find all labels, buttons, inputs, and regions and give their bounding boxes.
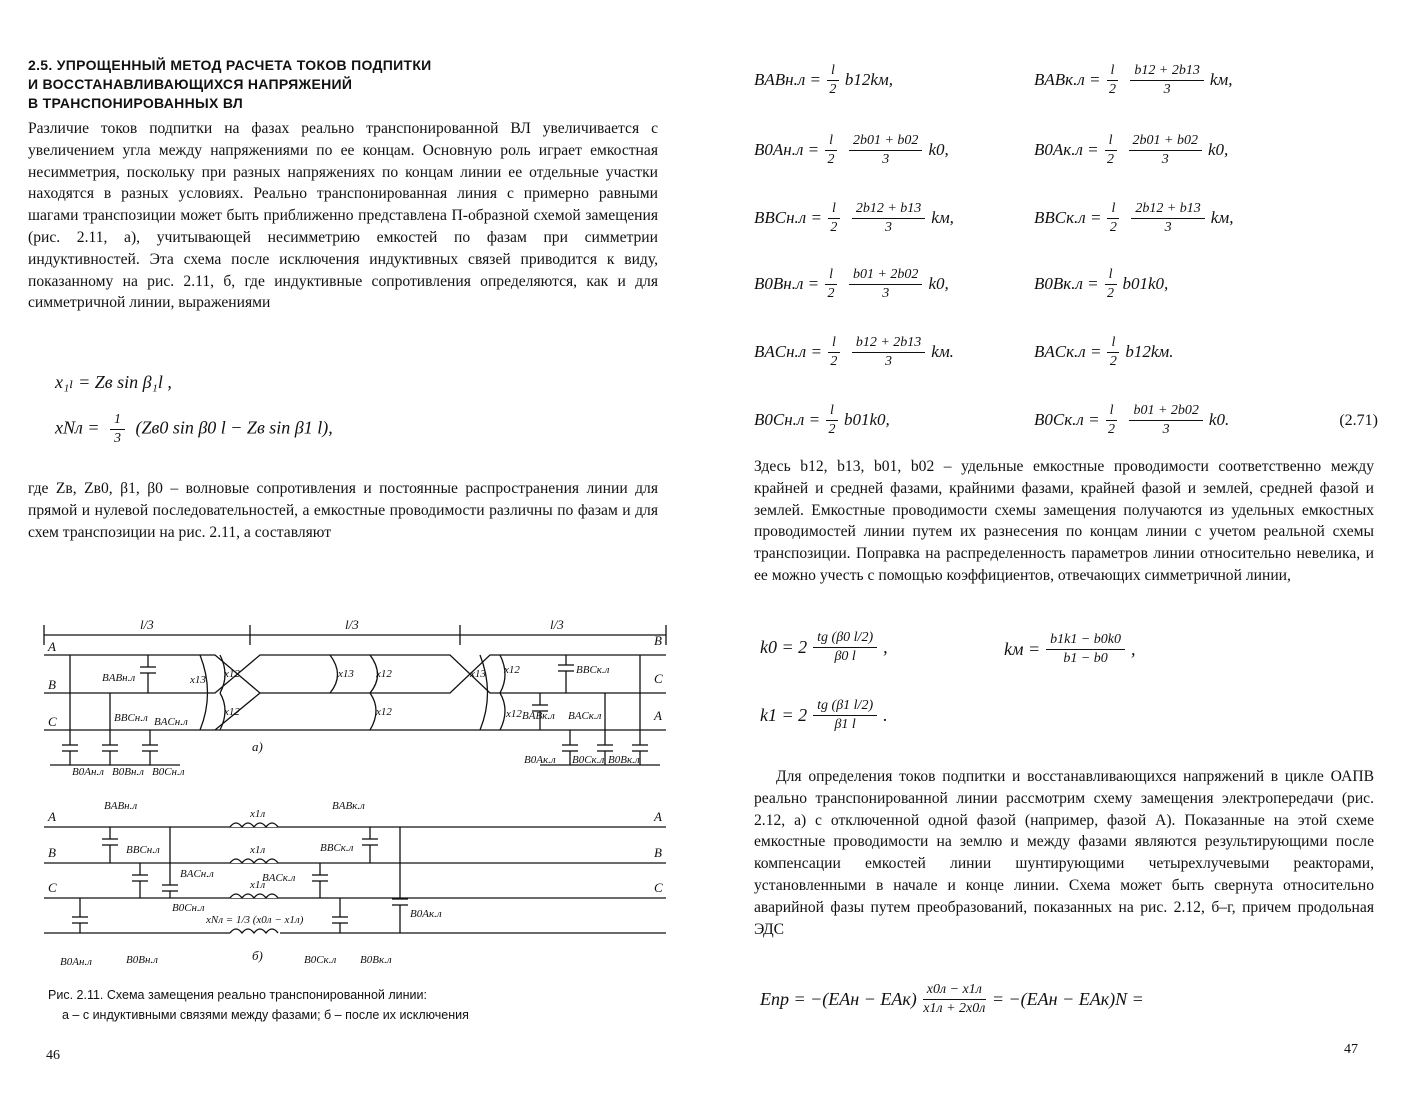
fraction — [813, 630, 877, 665]
eq-part-start — [754, 392, 890, 448]
fraction-den: β1 l — [834, 717, 856, 732]
formula-x1l: x₁ₗ = Zв sin β₁l , — [55, 372, 172, 392]
cap-label: B0Aк.л — [410, 908, 442, 920]
eq-rhs: b12kм, — [844, 70, 894, 89]
eq-lhs: BABн.л = — [754, 70, 821, 89]
eq-lhs: B0Aн.л = — [754, 140, 820, 159]
fraction-num: b1k1 − b0k0 — [1046, 632, 1125, 650]
fraction-den: 3 — [1163, 81, 1171, 97]
cap-label: BACн.л — [154, 716, 188, 728]
cap-label: B0Cк.л — [304, 954, 337, 966]
fraction-num: b01 + 2b02 — [849, 267, 922, 285]
x13-label: x13 — [190, 674, 206, 686]
cap-label: BACн.л — [180, 868, 214, 880]
eq-rhs: kм, — [1210, 208, 1234, 227]
eq-rhs: k0. — [1208, 410, 1230, 429]
eq-lhs: B0Bк.л = — [1034, 274, 1099, 293]
page-number: 46 — [46, 1048, 60, 1063]
cap-label: BBCк.л — [320, 842, 354, 854]
section-heading — [28, 56, 668, 113]
definitions-paragraph: где Zв, Zв0, β1, β0 – волновые сопротивления и постоянные распространения линии для прямой и нулевой последовательностей, а емкостные проводимости различны по фазам и для схем транспозиции на рис. 2.11, а составляют — [28, 480, 658, 541]
fraction-den: 3 — [882, 285, 890, 301]
figure-2-11 — [30, 605, 680, 975]
cap-label: BABн.л — [104, 800, 138, 812]
eq-rhs: b01k0, — [843, 410, 890, 429]
fraction-num: 2b01 + b02 — [1129, 133, 1202, 151]
fraction-den: 3 — [1161, 151, 1169, 167]
eq-part-end — [1034, 324, 1174, 380]
eq-part-start — [754, 256, 949, 312]
k1-lhs: k1 = 2 — [760, 705, 808, 725]
fraction-den: 2 — [830, 353, 838, 369]
x12-label: x12 — [376, 668, 392, 680]
fraction-num: l — [826, 403, 838, 421]
fraction — [1129, 133, 1202, 168]
formula-xnl-rhs: (Zв0 sin β0 l − Zв sin β1 l), — [135, 417, 333, 438]
fraction-num: b12 + 2b13 — [852, 335, 925, 353]
eq-rhs: k0, — [928, 140, 949, 159]
cap-label: B0Cн.л — [152, 766, 185, 778]
eq-part-end — [1034, 190, 1233, 246]
cap-label: BACк.л — [262, 872, 296, 884]
fraction-den: 2 — [1109, 219, 1117, 235]
equation-row — [754, 324, 1394, 380]
x1l-label: x1л — [250, 879, 266, 891]
fraction-den: 2 — [827, 285, 835, 301]
subfig-label: а) — [252, 739, 263, 754]
eq-rhs: kм, — [931, 208, 954, 227]
cap-label: BACк.л — [568, 710, 602, 722]
formula-k1: k1 = 2 $\frac{tg (\beta 1 l/2)}{\beta 1 l}$ . — [760, 698, 888, 732]
fraction-den: 2 — [1107, 285, 1115, 301]
fraction-den: 3 — [114, 431, 121, 446]
method-paragraph: Для определения токов подпитки и восстанавливающихся напряжений в цикле ОАПВ реально транспонированной линии рассмотрим схему замещения электропередачи (рис. 2.12, а) с отключенной одной фазой (например, фазой A). Показанные на этой схеме емкостные проводимости на землю и между фазами являются результирующими после компенсации емкостей линии шунтирующими четырехлучевыми реакторами, установленными в начале и конце линии. Схема может быть свернута относительно аварийной фазы путем преобразований, показанных на рис. 2.12, б–г, причем продольная ЭДС — [754, 768, 1374, 938]
right-page — [714, 0, 1428, 1112]
formula-k0: k0 = 2 $\frac{tg (\beta 0 l/2)}{\beta 0 l}$ , — [760, 630, 888, 664]
x13-label: x13 — [338, 668, 354, 680]
seg-label: l/3 — [345, 617, 359, 632]
fraction-den: 2 — [1108, 421, 1115, 437]
fraction — [826, 403, 838, 438]
eq-lhs: B0Aк.л = — [1034, 140, 1099, 159]
eq-part-end — [1034, 122, 1228, 178]
x12-label: x12 — [506, 708, 522, 720]
equation-number: (2.71) — [1339, 412, 1378, 429]
page-number: 47 — [1344, 1042, 1358, 1057]
fraction-den: 3 — [885, 219, 893, 235]
fraction-num: 2b01 + b02 — [849, 133, 922, 151]
phase-label: A — [654, 708, 662, 723]
fraction — [825, 267, 837, 302]
caption-line: а – с индуктивными связями между фазами; б – после их исключения — [62, 1008, 469, 1022]
phase-label: B — [48, 677, 56, 692]
phase-label: B — [654, 633, 662, 648]
emf-rhs: = −(EAн − EAк)N = — [991, 989, 1144, 1009]
fraction-num: l — [1107, 201, 1119, 219]
heading-line: И ВОССТАНАВЛИВАЮЩИХСЯ НАПРЯЖЕНИЙ — [28, 76, 353, 92]
cap-label: B0Aн.л — [72, 766, 104, 778]
fraction-den: 2 — [1107, 151, 1115, 167]
fraction — [1105, 267, 1117, 302]
heading-line: 2.5. УПРОЩЕННЫЙ МЕТОД РАСЧЕТА ТОКОВ ПОДПИТКИ — [28, 57, 432, 73]
eq-part-start — [754, 52, 893, 108]
fraction-num: tg (β0 l/2) — [813, 630, 877, 648]
explanation-paragraph: Здесь b12, b13, b01, b02 – удельные емкостные проводимости соответственно между крайней и средней фазами, крайними фазами, крайней фазой и землей, средней фазой и землей. Емкостные проводимости схемы замещения получаются из удельных емкостных проводимостей линии путем их разнесения по концам линии с учетом реальной схемы транспозиции. Поправка на распределенность параметров линии относительно невелика, и ее можно учесть с помощью коэффициентов, отвечающих симметричной линии, — [754, 458, 1374, 584]
xnl-formula: xNл = 1/3 (x0л − x1л) — [206, 914, 304, 926]
cap-label: BABк.л — [522, 710, 555, 722]
emf-lhs: Eпр = −(EAн − EAк) — [760, 989, 917, 1009]
cap-label: BABн.л — [102, 672, 136, 684]
fraction — [1107, 201, 1119, 236]
fraction-num: l — [825, 267, 837, 285]
fraction-num: l — [1107, 63, 1119, 81]
eq-rhs: kм. — [931, 342, 954, 361]
heading-line: В ТРАНСПОНИРОВАННЫХ ВЛ — [28, 95, 244, 111]
fraction-num: l — [1107, 335, 1119, 353]
cap-label: B0Aк.л — [524, 754, 556, 766]
fraction — [852, 335, 925, 370]
eq-lhs: BBCн.л = — [754, 208, 822, 227]
fraction-num: l — [828, 335, 840, 353]
eq-part-end — [1034, 256, 1168, 312]
x12-label: x12 — [376, 706, 392, 718]
phase-label: C — [654, 880, 663, 895]
cap-label: BBCн.л — [126, 844, 160, 856]
eq-lhs: B0Cн.л = — [754, 410, 821, 429]
equation-row — [754, 392, 1394, 448]
formula-xnl — [55, 412, 333, 447]
x13-label: x13 — [470, 668, 486, 680]
fraction-den: 2 — [830, 219, 838, 235]
fraction-num: l — [1105, 133, 1117, 151]
eq-part-end — [1034, 392, 1229, 448]
cap-label: B0Bк.л — [360, 954, 392, 966]
fraction-num: b01 + 2b02 — [1129, 403, 1202, 421]
cap-label: B0Bн.л — [126, 954, 158, 966]
phase-label: A — [48, 639, 56, 654]
fraction-den: β0 l — [834, 649, 856, 664]
formula-km: kм = $\frac{b1k1 - b0k0}{b1 - b0}$ , — [1004, 632, 1136, 666]
equation-row — [754, 256, 1394, 312]
eq-part-start — [754, 190, 954, 246]
fraction — [1129, 403, 1202, 438]
x1l-label: x1л — [250, 844, 266, 856]
fraction-num: b12 + 2b13 — [1130, 63, 1203, 81]
km-lhs: kм = — [1004, 639, 1041, 659]
fraction-num: tg (β1 l/2) — [813, 698, 877, 716]
subfig-label: б) — [252, 948, 263, 963]
fraction — [1105, 133, 1117, 168]
x12-label: x12 — [224, 668, 240, 680]
fraction-den: 2 — [828, 421, 836, 437]
cap-label: B0Bк.л — [608, 754, 640, 766]
fraction-den: 2 — [827, 151, 835, 167]
eq-rhs: b01k0, — [1122, 274, 1169, 293]
fraction-den: b1 − b0 — [1063, 651, 1108, 666]
fraction-num: l — [827, 63, 839, 81]
cap-label: B0Cн.л — [172, 902, 205, 914]
eq-lhs: BACк.л = — [1034, 342, 1102, 361]
x12-label: x12 — [224, 706, 240, 718]
eq-lhs: BABк.л = — [1034, 70, 1101, 89]
k0-lhs: k0 = 2 — [760, 637, 808, 657]
seg-label: l/3 — [140, 617, 154, 632]
fraction-num: l — [1106, 403, 1118, 421]
eq-lhs: B0Cк.л = — [1034, 410, 1100, 429]
equation-row — [754, 122, 1394, 178]
eq-rhs: b12kм. — [1125, 342, 1174, 361]
eq-rhs: k0, — [1207, 140, 1229, 159]
phase-label: B — [654, 845, 662, 860]
fraction — [1107, 335, 1119, 370]
fraction — [923, 982, 986, 1017]
fraction — [849, 267, 922, 302]
cap-label: BABк.л — [332, 800, 365, 812]
figure-caption — [48, 985, 668, 1025]
eq-rhs: k0, — [928, 274, 949, 293]
formula-xnl-lhs: xNл = — [55, 417, 104, 438]
fraction — [1131, 201, 1204, 236]
fraction-den: x1л + 2x0л — [923, 1001, 986, 1016]
fraction — [828, 201, 840, 236]
fraction — [1130, 63, 1203, 98]
eq-part-end — [1034, 52, 1233, 108]
fraction-den: 2 — [829, 81, 837, 97]
fraction-den: 3 — [1162, 421, 1170, 437]
fraction-num: l — [828, 201, 840, 219]
x12-label: x12 — [504, 664, 520, 676]
seg-label: l/3 — [550, 617, 564, 632]
x1l-label: x1л — [250, 808, 266, 820]
fraction-den: 2 — [1109, 353, 1117, 369]
cap-label: B0Aн.л — [60, 956, 92, 968]
equation-row — [754, 52, 1394, 108]
cap-label: BBCн.л — [114, 712, 148, 724]
fraction-num: x0л − x1л — [923, 982, 986, 1000]
cap-label: B0Cк.л — [572, 754, 605, 766]
eq-lhs: B0Bн.л = — [754, 274, 820, 293]
intro-paragraph: Различие токов подпитки на фазах реально транспонированной ВЛ увеличивается с увеличением угла между напряжениями по ее концам. Основную роль играет емкостная несимметрия, поскольку при разных напряжениях по концам линии ее отдельные участки находятся в разных условиях. Реально транспонированная линия с примерно равными шагами транспозиции может быть приближенно представлена П-образной схемой замещения (рис. 2.11, а), учитывающей несимметрию емкостей по фазам при симметрии индуктивностей. Эта схема после исключения индуктивных связей приводится к виду, показанному на рис. 2.11, б, где индуктивные сопротивления определяются, как и для симметричной линии, выражениями — [28, 120, 658, 312]
eq-part-start — [754, 324, 954, 380]
cap-label: BBCк.л — [576, 664, 610, 676]
fraction — [1106, 403, 1118, 438]
fraction-den: 3 — [885, 353, 893, 369]
phase-label: A — [48, 809, 56, 824]
fraction — [852, 201, 925, 236]
fraction-num: 2b12 + b13 — [1131, 201, 1204, 219]
phase-label: A — [654, 809, 662, 824]
fraction — [1107, 63, 1119, 98]
fraction — [827, 63, 839, 98]
fraction — [110, 412, 125, 447]
fraction-num: l — [1105, 267, 1117, 285]
phase-label: C — [48, 880, 57, 895]
fraction — [813, 698, 877, 733]
equation-row — [754, 190, 1394, 246]
fraction-den: 3 — [882, 151, 890, 167]
fraction — [825, 133, 837, 168]
cap-label: B0Bн.л — [112, 766, 144, 778]
fraction — [1046, 632, 1125, 667]
caption-line: Рис. 2.11. Схема замещения реально транспонированной линии: — [48, 988, 427, 1002]
phase-label: C — [48, 714, 57, 729]
eq-lhs: BACн.л = — [754, 342, 822, 361]
fraction-num: 1 — [110, 412, 125, 430]
fraction — [828, 335, 840, 370]
fraction-num: 2b12 + b13 — [852, 201, 925, 219]
fraction — [849, 133, 922, 168]
formula-emf — [760, 982, 1144, 1017]
fraction-den: 2 — [1108, 81, 1116, 97]
eq-part-start — [754, 122, 949, 178]
fraction-den: 3 — [1164, 219, 1172, 235]
eq-rhs: kм, — [1209, 70, 1233, 89]
phase-label: C — [654, 671, 663, 686]
eq-lhs: BBCк.л = — [1034, 208, 1102, 227]
phase-label: B — [48, 845, 56, 860]
fraction-num: l — [825, 133, 837, 151]
